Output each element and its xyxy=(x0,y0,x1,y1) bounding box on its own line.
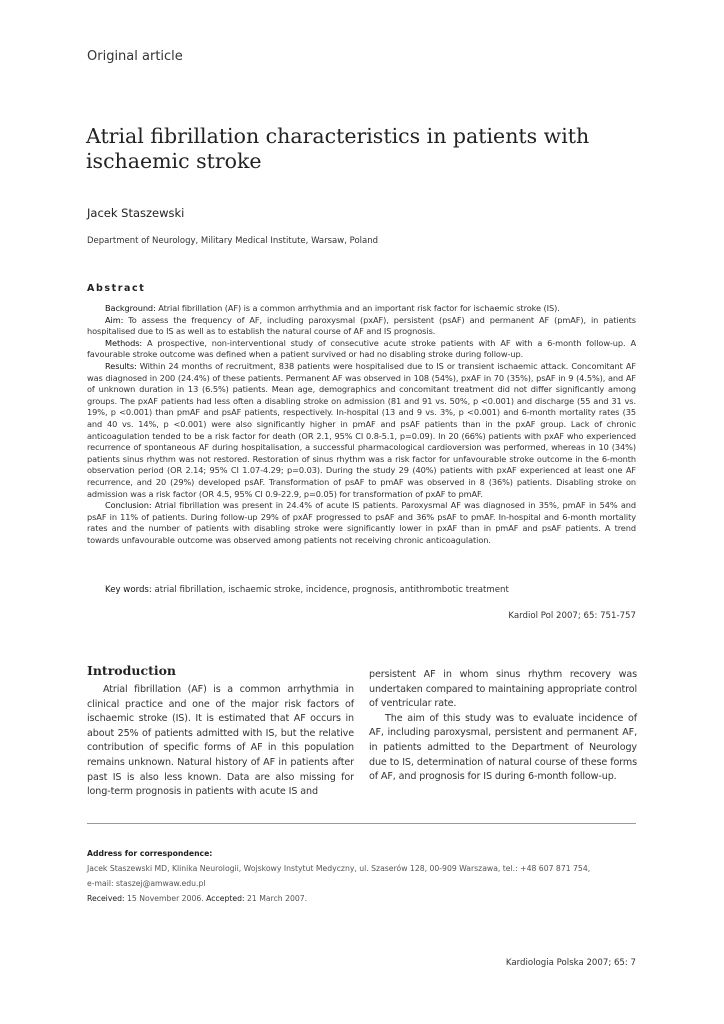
conclusion-text: Atrial fibrillation was present in 24.4% of acute IS patients. Paroxysmal AF was diagnosed in 35%, pmAF in 54% and psAF in 11% of patients. During follow-up 29% of pxAF progressed to psAF and 36% psAF to pmAF. In-hospital and 6-month mortality rates and the number of patients with disabling stroke were significantly lower in pxAF than in pmAF and psAF patients. A trend towards unfavourable outcome was observed among patients not receiving chronic anticoagulation. xyxy=(87,500,636,545)
divider xyxy=(87,823,636,824)
abstract-results xyxy=(87,361,636,500)
correspondence-dates xyxy=(87,891,636,906)
results-label: Results: xyxy=(105,360,137,371)
accepted-date: 21 March 2007. xyxy=(244,894,308,903)
citation: Kardiol Pol 2007; 65: 751-757 xyxy=(508,611,636,621)
journal-footer: Kardiologia Polska 2007; 65: 7 xyxy=(505,958,636,968)
accepted-label: Accepted: xyxy=(203,894,245,903)
section-label: Original article xyxy=(87,49,183,64)
received-label: Received: xyxy=(87,894,125,903)
abstract-heading: Abstract xyxy=(87,283,146,294)
introduction-right-column xyxy=(369,668,637,785)
conclusion-label: Conclusion: xyxy=(105,500,152,511)
background-text: Atrial fibrillation (AF) is a common arrhythmia and an important risk factor for ischaemic stroke (IS). xyxy=(155,303,560,313)
introduction-paragraph: Atrial fibrillation (AF) is a common arrhythmia in clinical practice and one of the major risk factors of ischaemic stroke (IS). It is estimated that AF occurs in about 25% of patients admitted with IS, but the relative contribution of specific forms of AF in this population remains unknown. Natural history of AF in patients after past IS is also less known. Data are also missing for long-term prognosis in patients with acute IS and xyxy=(87,684,354,798)
correspondence-title: Address for correspondence: xyxy=(87,849,213,858)
correspondence-address: Jacek Staszewski MD, Klinika Neurologii, Wojskowy Instytut Medyczny, ul. Szaserów 128, 00-909 Warszawa, tel.: +48 607 871 754, xyxy=(87,864,591,873)
abstract-background xyxy=(87,303,636,315)
methods-text: A prospective, non-interventional study of consecutive acute stroke patients with AF with a 6-month follow-up. A favourable stroke outcome was defined when a patient survived or had no disabling stroke during follow-up. xyxy=(87,337,636,360)
aim-text: To assess the frequency of AF, including paroxysmal (pxAF), persistent (psAF) and permanent AF (pmAF), in patients hospitalised due to IS as well as to establish the natural course of AF and IS prognosis. xyxy=(87,314,636,337)
author-name: Jacek Staszewski xyxy=(87,206,185,220)
abstract-conclusion xyxy=(87,500,636,546)
abstract-methods xyxy=(87,338,636,361)
introduction-left-column xyxy=(87,683,354,800)
received-date: 15 November 2006. xyxy=(124,894,204,903)
abstract-body xyxy=(87,303,636,546)
abstract-aim xyxy=(87,315,636,338)
author-affiliation: Department of Neurology, Military Medical Institute, Warsaw, Poland xyxy=(87,236,378,246)
background-label: Background: xyxy=(105,303,156,313)
correspondence-email: e-mail: staszej@amwaw.edu.pl xyxy=(87,879,206,888)
methods-label: Methods: xyxy=(105,337,143,348)
introduction-paragraph: persistent AF in whom sinus rhythm recovery was undertaken compared to maintaining appropriate control of ventricular rate. xyxy=(369,669,637,710)
keywords-text: atrial fibrillation, ischaemic stroke, incidence, prognosis, antithrombotic treatment xyxy=(151,585,509,595)
introduction-heading: Introduction xyxy=(87,663,177,678)
introduction-paragraph: The aim of this study was to evaluate incidence of AF, including paroxysmal, persistent and permanent AF, in patients admitted to the Department of Neurology due to IS, determination of natural course of these forms of AF, and prognosis for IS during 6-month follow-up. xyxy=(369,712,637,783)
keywords-label: Key words: xyxy=(105,585,152,595)
article-title: Atrial fibrillation characteristics in patients with ischaemic stroke xyxy=(86,124,590,173)
aim-label: Aim: xyxy=(105,314,124,325)
keywords xyxy=(87,585,636,595)
correspondence-block xyxy=(87,846,636,906)
results-text: Within 24 months of recruitment, 838 patients were hospitalised due to IS or transient ischaemic attack. Concomitant AF was diagnosed in 200 (24.4%) of these patients. Permanent AF was observed in 108 (54%), pxAF in 70 (35%), psAF in 9 (4.5%), and AF of unknown duration in 13 (6.5%) patients. Mean age, demographics and concomitant treatment did not differ significantly among groups. The pxAF patients had less often a disabling stroke on admission (81 and 91 vs. 50%, p <0.001) and discharge (55 and 31 vs. 19%, p <0.001) than pmAF and psAF patients, respectively. In-hospital (13 and 9 vs. 3%, p <0.001) and 6-month mortality rates (35 and 40 vs. 14%, p <0.001) were also significantly higher in pmAF and psAF patients than in the pxAF group. Lack of chronic anticoagulation tended to be a risk factor for death (OR 2.1, 95% CI 0.8-5.1, p=0.09). In 20 (66%) patients with pxAF who experienced recurrence of spontaneous AF during hospitalisation, a successful pharmacological cardioversion was performed, whereas in 10 (34%) patients sinus rhythm was not restored. Restoration of sinus rhythm was a risk factor for unfavourable stroke outcome in the 6-month observation period (OR 2.14; 95% CI 1.07-4.29; p=0.03). During the study 29 (40%) patients with pxAF experienced at least one AF recurrence, and 20 (29%) developed psAF. Transformation of psAF to pmAF was observed in 8 (36%) patients. Disabling stroke on admission was a risk factor (OR 4.5, 95% CI 0.9-22.9, p=0.05) for transformation of pxAF to pmAF. xyxy=(87,360,636,499)
